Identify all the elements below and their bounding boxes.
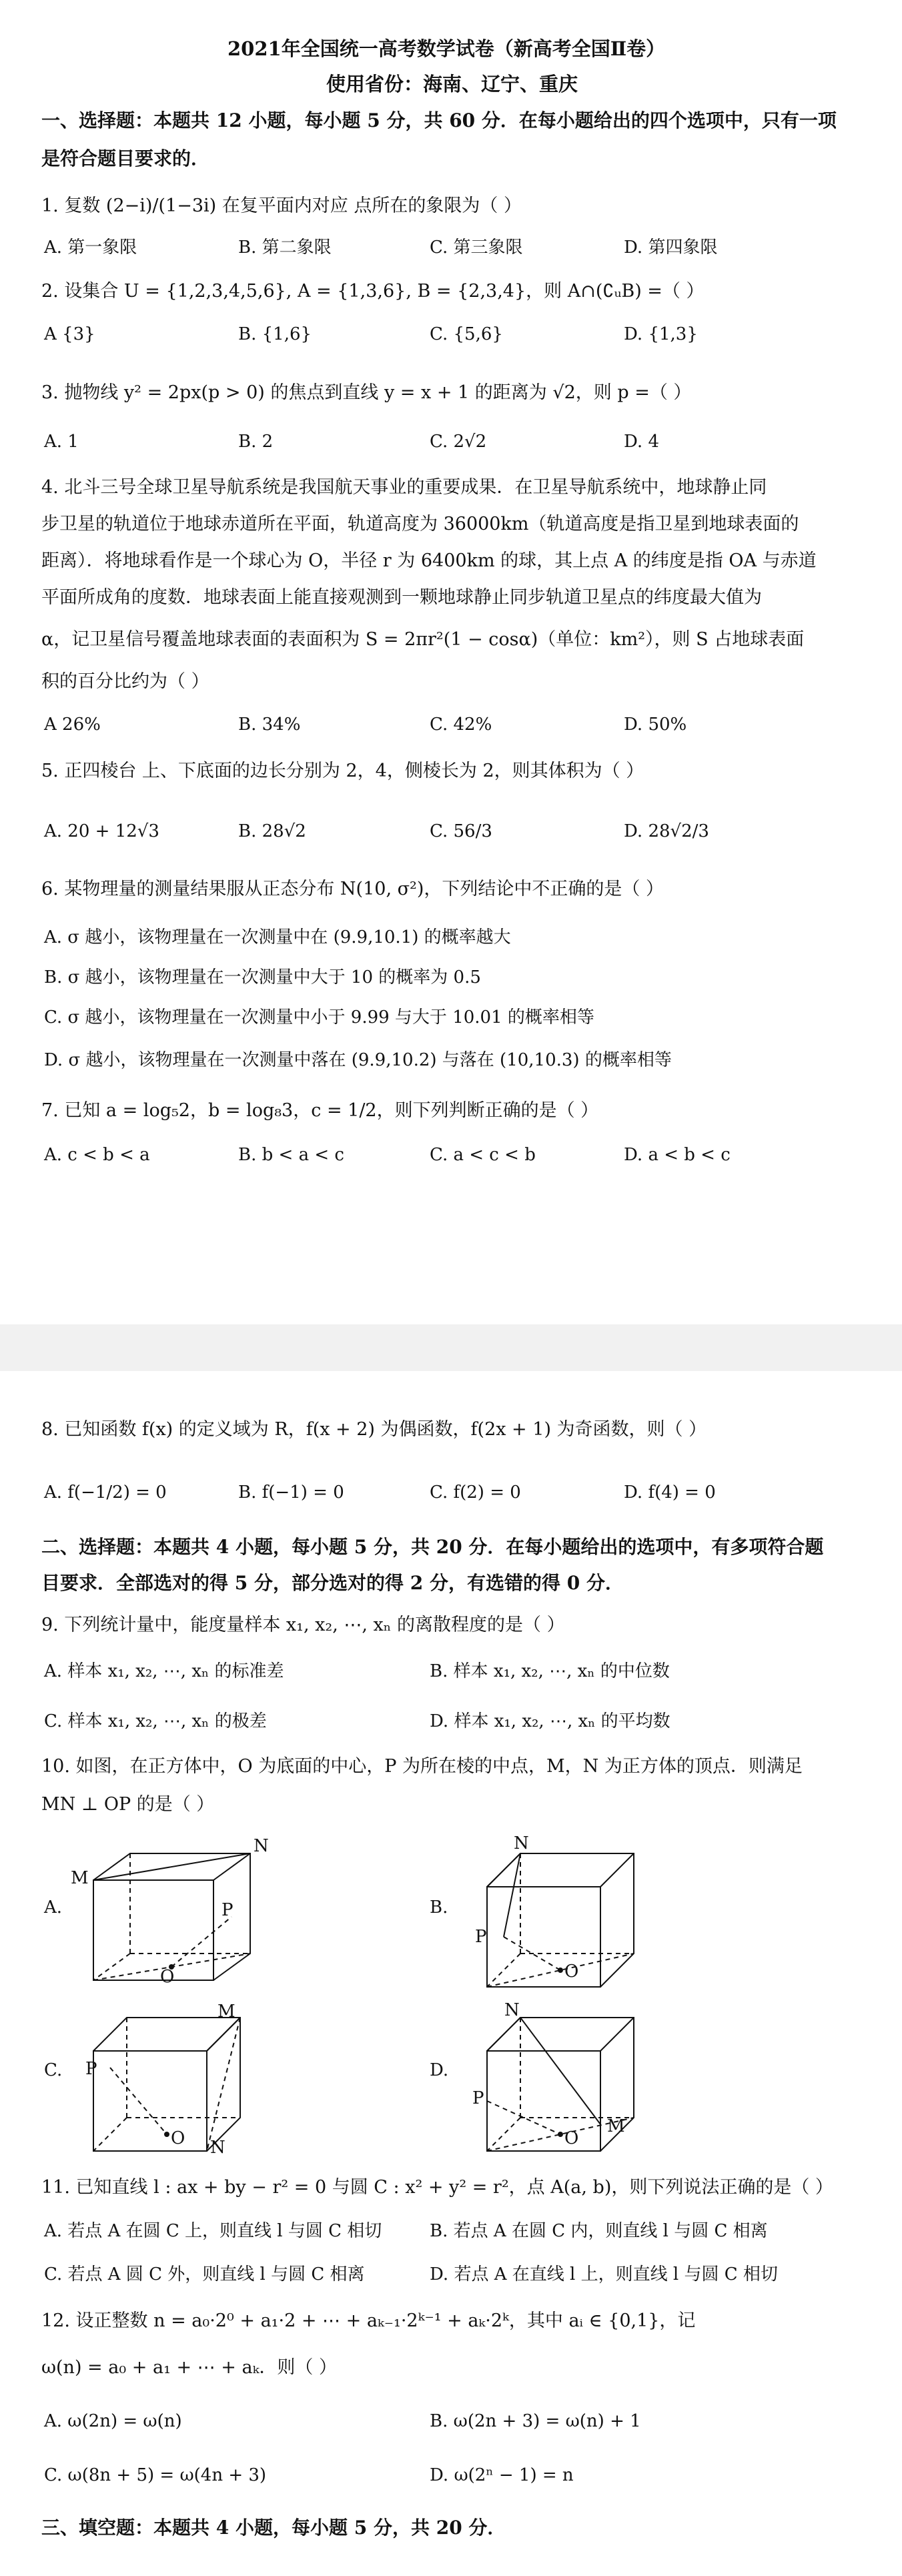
figure-b-point-p: P: [475, 1927, 487, 1947]
q4-option-b: B. 34%: [238, 715, 301, 735]
q9-option-c: C. 样本 x₁, x₂, ⋯, xₙ 的极差: [44, 1711, 267, 1731]
q2-option-a: A {3}: [44, 324, 95, 344]
figure-d-point-p: P: [472, 2088, 484, 2108]
q6-option-a: A. σ 越小，该物理量在一次测量中在 (9.9,10.1) 的概率越大: [44, 927, 511, 947]
q7-option-d: D. a < b < c: [624, 1145, 731, 1165]
q11-option-b: B. 若点 A 在圆 C 内，则直线 l 与圆 C 相离: [430, 2221, 768, 2241]
figure-b-point-o: O: [564, 1962, 579, 1982]
q6-option-b: B. σ 越小，该物理量在一次测量中大于 10 的概率为 0.5: [44, 967, 481, 987]
q9-option-a: A. 样本 x₁, x₂, ⋯, xₙ 的标准差: [44, 1661, 284, 1681]
q9-option-d: D. 样本 x₁, x₂, ⋯, xₙ 的平均数: [430, 1711, 670, 1731]
q2-option-b: B. {1,6}: [238, 324, 312, 344]
q5-option-a: A. 20 + 12√3: [44, 821, 159, 841]
figure-b-point-n: N: [514, 1833, 529, 1853]
q10-stem: 10. 如图，在正方体中，O 为底面的中心，P 为所在棱的中点，M，N 为正方体的顶点．则满足: [41, 1756, 803, 1777]
q4-line-1: 4. 北斗三号全球卫星导航系统是我国航天事业的重要成果．在卫星导航系统中，地球静止同: [41, 477, 767, 498]
q9-stem: 9. 下列统计量中，能度量样本 x₁, x₂, ⋯, xₙ 的离散程度的是（ ）: [41, 1615, 565, 1635]
q5-stem: 5. 正四棱台 上、下底面的边长分别为 2，4，侧棱长为 2，则其体积为（ ）: [41, 761, 644, 781]
q4-option-d: D. 50%: [624, 715, 687, 735]
figure-a-point-o: O: [160, 1967, 175, 1987]
q2-stem: 2. 设集合 U = {1,2,3,4,5,6}, A = {1,3,6}, B = {2,3,4}，则 A∩(∁ᵤB) =（ ）: [41, 281, 705, 302]
q12-option-b: B. ω(2n + 3) = ω(n) + 1: [430, 2411, 641, 2431]
q8-option-d: D. f(4) = 0: [624, 1482, 716, 1502]
q2-option-d: D. {1,3}: [624, 324, 698, 344]
q1-option-a: A. 第一象限: [44, 238, 137, 258]
cube-figure-a: [67, 1833, 267, 1987]
q12-stem: 12. 设正整数 n = a₀·2⁰ + a₁·2 + ⋯ + aₖ₋₁·2ᵏ⁻¹ + aₖ·2ᵏ，其中 aᵢ ∈ {0,1}，记: [41, 2310, 696, 2331]
exam-title: 2021年全国统一高考数学试卷（新高考全国Ⅱ卷）: [228, 37, 666, 60]
q12-option-a: A. ω(2n) = ω(n): [44, 2411, 182, 2431]
q5-option-c: C. 56/3: [430, 821, 492, 841]
q9-option-b: B. 样本 x₁, x₂, ⋯, xₙ 的中位数: [430, 1661, 670, 1681]
q7-option-a: A. c < b < a: [44, 1145, 150, 1165]
q10-figure-c-label: C.: [44, 2060, 63, 2080]
q10-figure-a-label: A.: [44, 1897, 63, 1917]
figure-c-point-o: O: [171, 2128, 185, 2148]
q11-option-a: A. 若点 A 在圆 C 上，则直线 l 与圆 C 相切: [44, 2221, 382, 2241]
q1-stem: 1. 复数 (2−i)/(1−3i) 在复平面内对应 点所在的象限为（ ）: [41, 195, 522, 216]
figure-d-point-m: M: [607, 2116, 625, 2136]
q3-option-d: D. 4: [624, 432, 659, 452]
q8-option-c: C. f(2) = 0: [430, 1482, 521, 1502]
figure-a-point-p: P: [221, 1900, 234, 1920]
q4-line-2: 步卫星的轨道位于地球赤道所在平面，轨道高度为 36000km（轨道高度是指卫星到地球表面的: [41, 514, 799, 534]
q3-option-c: C. 2√2: [430, 432, 487, 452]
q3-stem: 3. 抛物线 y² = 2px(p > 0) 的焦点到直线 y = x + 1 的距离为 √2，则 p =（ ）: [41, 382, 692, 403]
exam-subtitle: 使用省份：海南、辽宁、重庆: [326, 73, 578, 95]
q3-option-b: B. 2: [238, 432, 274, 452]
q11-stem: 11. 已知直线 l : ax + by − r² = 0 与圆 C : x² + y² = r²，点 A(a, b)，则下列说法正确的是（ ）: [41, 2177, 833, 2198]
cube-figure-d: [460, 1998, 660, 2158]
q12-option-c: C. ω(8n + 5) = ω(4n + 3): [44, 2465, 267, 2485]
q4-option-a: A 26%: [44, 715, 101, 735]
q3-option-a: A. 1: [44, 432, 79, 452]
figure-c-point-n: N: [210, 2138, 226, 2158]
q5-option-d: D. 28√2/3: [624, 821, 709, 841]
section1-heading: 一、选择题：本题共 12 小题，每小题 5 分，共 60 分．在每小题给出的四个选项中，只有一项: [41, 109, 837, 131]
q10-figure-b-label: B.: [430, 1897, 448, 1917]
cube-figure-c: [67, 1998, 267, 2158]
q6-stem: 6. 某物理量的测量结果服从正态分布 N(10, σ²)，下列结论中不正确的是（ ）: [41, 879, 664, 899]
q11-option-c: C. 若点 A 圆 C 外，则直线 l 与圆 C 相离: [44, 2264, 365, 2284]
figure-d-point-n: N: [504, 2000, 520, 2020]
q10-stem-cont: MN ⊥ OP 的是（ ）: [41, 1794, 215, 1815]
q8-stem: 8. 已知函数 f(x) 的定义域为 R，f(x + 2) 为偶函数，f(2x + 1) 为奇函数，则（ ）: [41, 1419, 707, 1440]
page-break: [0, 1324, 902, 1371]
q1-option-c: C. 第三象限: [430, 238, 523, 258]
figure-c-point-p: P: [85, 2059, 97, 2079]
q4-option-c: C. 42%: [430, 715, 492, 735]
figure-a-point-m: M: [71, 1868, 89, 1888]
cube-figure-b: [460, 1833, 660, 1994]
q5-option-b: B. 28√2: [238, 821, 306, 841]
figure-d-point-o: O: [564, 2128, 579, 2148]
section2-heading-cont: 目要求．全部选对的得 5 分，部分选对的得 2 分，有选错的得 0 分．: [41, 1572, 624, 1594]
q10-figure-d-label: D.: [430, 2060, 449, 2080]
q4-line-6: 积的百分比约为（ ）: [41, 671, 209, 692]
q1-option-b: B. 第二象限: [238, 238, 332, 258]
q8-option-b: B. f(−1) = 0: [238, 1482, 344, 1502]
q11-option-d: D. 若点 A 在直线 l 上，则直线 l 与圆 C 相切: [430, 2264, 778, 2284]
q7-option-b: B. b < a < c: [238, 1145, 344, 1165]
q4-line-4: 平面所成角的度数．地球表面上能直接观测到一颗地球静止同步轨道卫星点的纬度最大值为: [41, 587, 762, 608]
q1-option-d: D. 第四象限: [624, 238, 718, 258]
q7-option-c: C. a < c < b: [430, 1145, 536, 1165]
section1-heading-cont: 是符合题目要求的．: [41, 147, 210, 169]
q12-stem-cont: ω(n) = a₀ + a₁ + ⋯ + aₖ．则（ ）: [41, 2357, 337, 2378]
q8-option-a: A. f(−1/2) = 0: [44, 1482, 167, 1502]
q2-option-c: C. {5,6}: [430, 324, 503, 344]
q4-line-5: α，记卫星信号覆盖地球表面的表面积为 S = 2πr²(1 − cosα)（单位：km²），则 S 占地球表面: [41, 629, 805, 650]
q4-line-3: 距离）．将地球看作是一个球心为 O，半径 r 为 6400km 的球，其上点 A 的纬度是指 OA 与赤道: [41, 550, 817, 571]
section3-heading: 三、填空题：本题共 4 小题，每小题 5 分，共 20 分．: [41, 2517, 506, 2539]
figure-c-point-m: M: [217, 2002, 236, 2022]
q6-option-c: C. σ 越小，该物理量在一次测量中小于 9.99 与大于 10.01 的概率相等: [44, 1007, 594, 1027]
q7-stem: 7. 已知 a = log₅2，b = log₈3，c = 1/2，则下列判断正确的是（ ）: [41, 1100, 599, 1121]
q6-option-d: D. σ 越小，该物理量在一次测量中落在 (9.9,10.2) 与落在 (10,10.3) 的概率相等: [44, 1050, 672, 1070]
q12-option-d: D. ω(2ⁿ − 1) = n: [430, 2465, 574, 2485]
section2-heading: 二、选择题：本题共 4 小题，每小题 5 分，共 20 分．在每小题给出的选项中，有多项符合题: [41, 1536, 824, 1558]
figure-a-point-n: N: [254, 1836, 269, 1856]
